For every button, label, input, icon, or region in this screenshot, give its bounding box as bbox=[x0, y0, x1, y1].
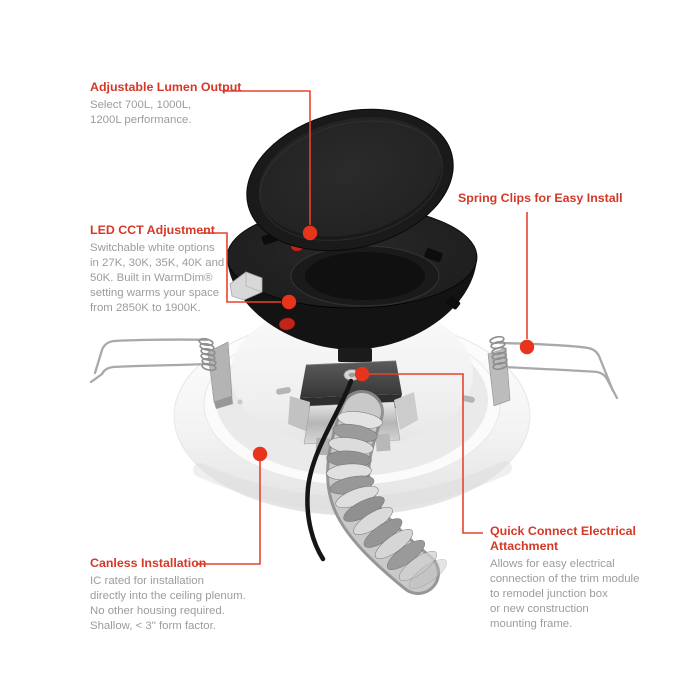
callout-dot-canless-icon bbox=[253, 447, 267, 461]
callout-spring-title: Spring Clips for Easy Install bbox=[458, 191, 623, 205]
callout-cct-title: LED CCT Adjustment bbox=[90, 223, 215, 237]
callout-canless-body bbox=[90, 574, 246, 634]
callout-dot-cct-icon bbox=[282, 295, 296, 309]
callout-cct-line: from 2850K to 1900K. bbox=[90, 302, 201, 314]
callout-canless-line: directly into the ceiling plenum. bbox=[90, 590, 246, 602]
callout-cct-body bbox=[90, 241, 224, 316]
callout-lumen-title: Adjustable Lumen Output bbox=[90, 80, 242, 94]
callout-canless bbox=[90, 556, 246, 634]
cone-hole bbox=[238, 400, 243, 405]
callout-cct-line: in 27K, 30K, 35K, 40K and bbox=[90, 257, 225, 269]
callout-canless-line: Shallow, < 3" form factor. bbox=[90, 620, 216, 632]
callout-quick-body bbox=[490, 557, 639, 632]
callout-quick-line: to remodel junction box bbox=[490, 588, 608, 600]
callout-lumen-line: 1200L performance. bbox=[90, 114, 192, 126]
callout-cct-line: setting warms your space bbox=[90, 287, 220, 299]
callout-cct-line: Switchable white options bbox=[90, 242, 215, 254]
callout-canless-line: IC rated for installation bbox=[90, 575, 204, 587]
callout-cct-line: 50K. Built in WarmDim® bbox=[90, 272, 213, 284]
callout-quick bbox=[490, 524, 639, 632]
callout-dot-quick-icon bbox=[355, 367, 369, 381]
callout-quick-title: Quick Connect Electrical bbox=[490, 524, 636, 538]
callout-quick-title: Attachment bbox=[490, 539, 559, 553]
callout-quick-line: mounting frame. bbox=[490, 618, 573, 630]
callout-cct bbox=[90, 223, 224, 316]
spring-clip-right bbox=[488, 336, 617, 406]
callout-canless-line: No other housing required. bbox=[90, 605, 225, 617]
callout-spring bbox=[458, 191, 623, 206]
callout-lumen-body bbox=[90, 98, 241, 128]
callout-canless-title: Canless Installation bbox=[90, 556, 207, 570]
callout-dot-lumen-icon bbox=[303, 226, 317, 240]
callout-quick-line: or new construction bbox=[490, 603, 589, 615]
callout-lumen bbox=[90, 80, 241, 128]
callout-quick-line: connection of the trim module bbox=[490, 573, 640, 585]
cct-recess bbox=[291, 246, 439, 306]
callout-dot-spring-icon bbox=[520, 340, 534, 354]
callout-quick-line: Allows for easy electrical bbox=[490, 558, 615, 570]
callout-lumen-line: Select 700L, 1000L, bbox=[90, 99, 192, 111]
